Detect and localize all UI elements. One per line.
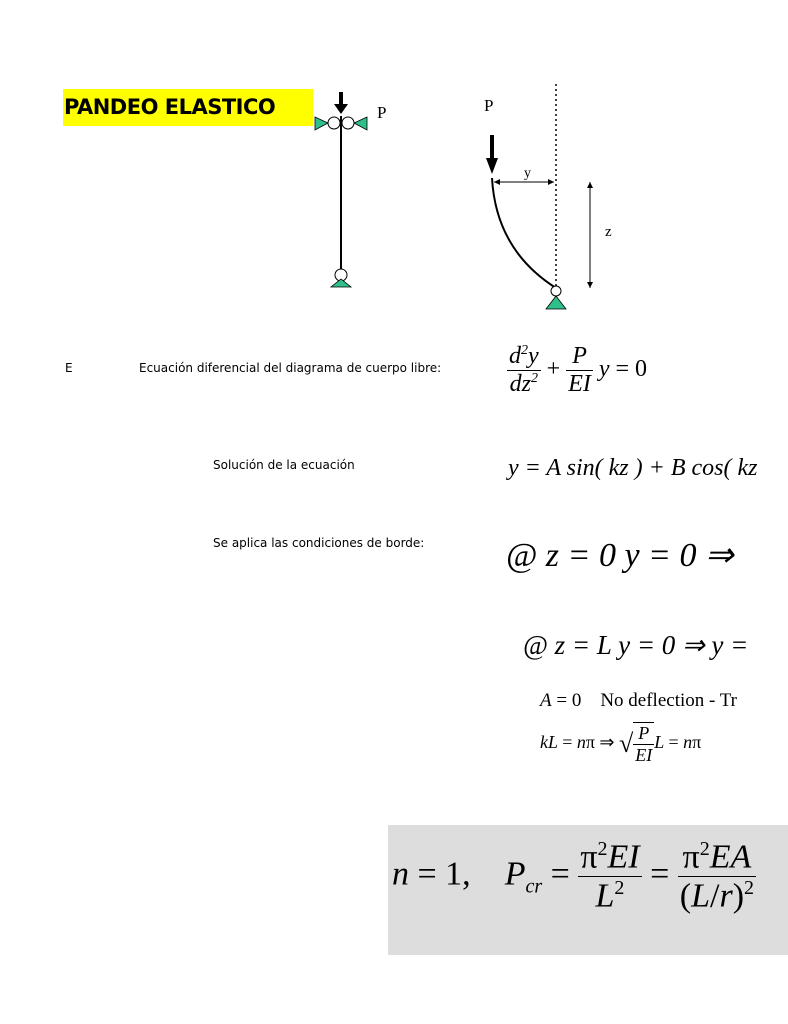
differential-equation-label: Ecuación diferencial del diagrama de cuerpo libre:: [139, 361, 442, 375]
solution-equation: y = A sin( kz ) + B cos( kz: [508, 455, 758, 481]
pin-support-icon: [331, 279, 351, 287]
height-label: z: [605, 224, 612, 240]
buckled-column-diagram: [484, 84, 612, 309]
right-roller-icon: [354, 117, 367, 130]
load-arrow-icon: [334, 104, 348, 114]
critical-load-equation: n = 1, $P_{cr}$ = $\frac{\pi^2EI}{L^2}$ = $\frac{\pi^2EA}{(L/r)^2}$: [392, 838, 755, 915]
row-marker-e: E: [65, 361, 73, 375]
boundary-equation-1: @ z = 0 y = 0 ⇒: [506, 537, 734, 574]
deflection-label: y: [524, 166, 531, 181]
differential-equation: $\frac{d^2y}{dz^2}$ + $\frac{P}{EI}$ y = 0: [509, 343, 648, 397]
no-deflection-text: No deflection - Tr: [600, 690, 738, 711]
no-deflection-equation: A = 0 No deflection - Tr: [540, 690, 738, 711]
pin-support-right-icon: [546, 296, 566, 309]
load-arrow-right-icon: [486, 158, 498, 174]
left-roller-icon: [315, 117, 328, 130]
boundary-conditions-label: Se aplica las condiciones de borde:: [213, 536, 425, 550]
solution-label: Solución de la ecuación: [213, 458, 355, 472]
load-label-left: P: [377, 103, 387, 122]
kl-equation: kL = nπ ⇒ √ $\frac{P}{EI}$ L = nπ: [540, 723, 702, 765]
load-label-right: P: [484, 96, 494, 115]
pinned-column-diagram: [315, 92, 386, 287]
page-title: PANDEO ELASTICO: [63, 89, 313, 126]
boundary-equation-2: @ z = L y = 0 ⇒ y =: [523, 630, 749, 660]
buckling-diagram: [300, 80, 612, 320]
